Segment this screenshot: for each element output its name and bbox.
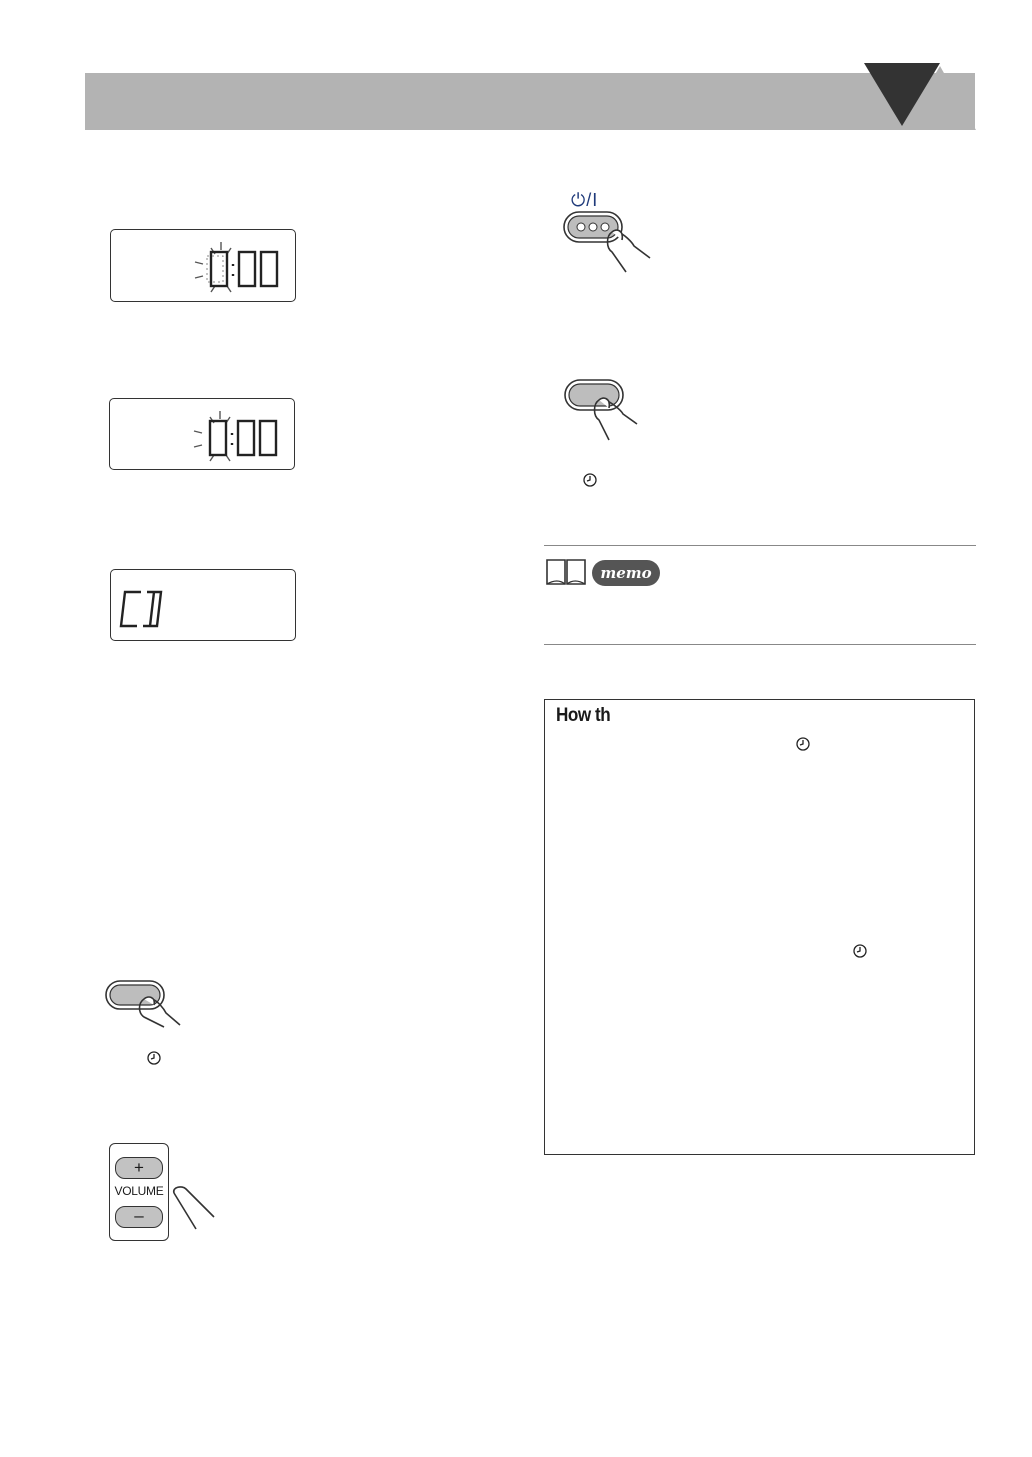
power-button[interactable]	[562, 210, 654, 276]
finger-press-icon	[170, 1185, 218, 1235]
volume-panel	[109, 1143, 169, 1241]
info-box	[544, 699, 975, 1155]
section-header-bar	[85, 73, 975, 130]
memo-badge: memo	[592, 560, 660, 586]
source-segment-display	[111, 570, 297, 642]
clock-icon	[146, 1050, 162, 1066]
display-source	[110, 569, 296, 641]
timer-button[interactable]	[563, 378, 647, 444]
memo-top-rule	[544, 545, 976, 546]
info-box-title: How th	[556, 705, 611, 726]
clock-icon	[582, 472, 598, 488]
blinking-segment-display	[111, 230, 297, 303]
volume-plus-label: +	[134, 1158, 144, 1177]
blinking-segment-display	[110, 399, 296, 471]
volume-minus-label: –	[134, 1206, 144, 1225]
display-minute	[109, 398, 295, 470]
display-hour	[110, 229, 296, 302]
power-label: ⏻/I	[571, 190, 599, 210]
volume-down-button[interactable]	[115, 1206, 163, 1228]
set-button[interactable]	[104, 979, 186, 1029]
memo-bottom-rule	[544, 644, 976, 645]
open-book-icon	[544, 556, 588, 588]
clock-icon	[852, 943, 868, 959]
volume-up-button[interactable]	[115, 1157, 163, 1179]
clock-icon	[795, 736, 811, 752]
triangle-down-icon	[860, 60, 980, 132]
volume-label: VOLUME	[114, 1184, 164, 1198]
